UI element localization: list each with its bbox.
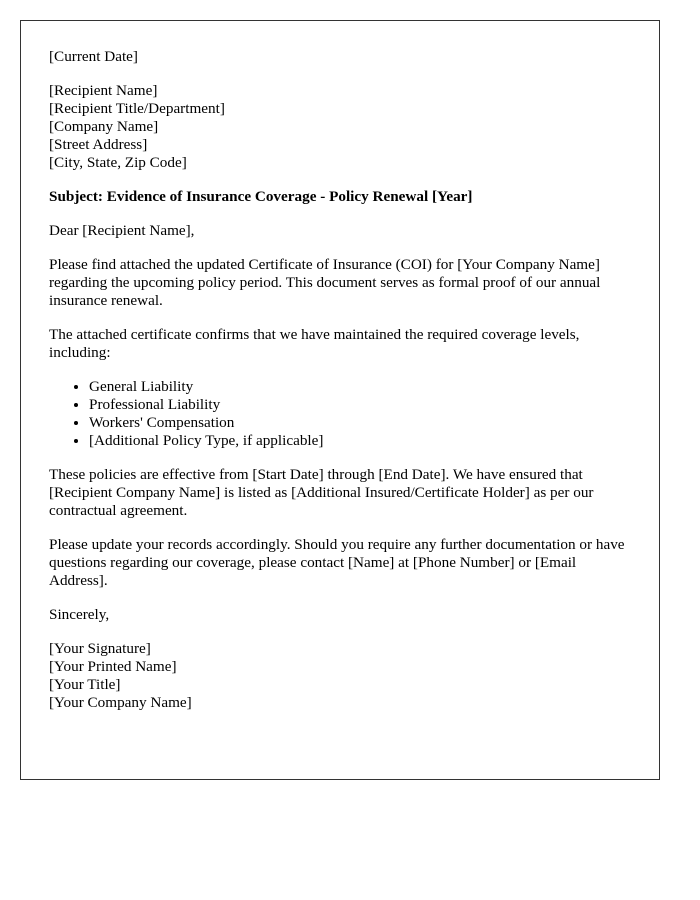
paragraph-intro: Please find attached the updated Certificate of Insurance (COI) for [Your Company Name] regarding the upcoming policy period. This document serves as formal proof of our annual insurance renewal. xyxy=(49,256,601,309)
coverage-item: • General Liability xyxy=(89,378,631,396)
paragraph-coverage-intro: The attached certificate confirms that we have maintained the required coverage levels, including: xyxy=(49,326,580,361)
recipient-street: [Street Address] xyxy=(49,136,148,153)
recipient-address-block xyxy=(49,82,631,172)
printed-name: [Your Printed Name] xyxy=(49,658,177,675)
coverage-item: • [Additional Policy Type, if applicable] xyxy=(89,432,631,450)
signature-line: [Your Signature] xyxy=(49,640,151,657)
coverage-item: • Professional Liability xyxy=(89,396,631,414)
letter-subject: Subject: Evidence of Insurance Coverage - Policy Renewal [Year] xyxy=(49,188,473,205)
letter-closing: Sincerely, xyxy=(49,606,110,623)
letter-page xyxy=(20,20,660,780)
recipient-name: [Recipient Name] xyxy=(49,82,158,99)
letter-date: [Current Date] xyxy=(49,48,138,65)
coverage-list xyxy=(49,378,631,450)
paragraph-effective-dates: These policies are effective from [Start Date] through [End Date]. We have ensured that [Recipient Company Name] is listed as [Additional Insured/Certificate Holder] as per our contractual agreement. xyxy=(49,466,594,519)
sender-company: [Your Company Name] xyxy=(49,694,192,711)
recipient-company: [Company Name] xyxy=(49,118,159,135)
paragraph-contact: Please update your records accordingly. Should you require any further documentation or have questions regarding our coverage, please contact [Name] at [Phone Number] or [Email Address]. xyxy=(49,536,625,589)
sender-title: [Your Title] xyxy=(49,676,121,693)
signature-block xyxy=(49,640,631,712)
recipient-title: [Recipient Title/Department] xyxy=(49,100,225,117)
letter-greeting: Dear [Recipient Name], xyxy=(49,222,195,239)
coverage-item: • Workers' Compensation xyxy=(89,414,631,432)
recipient-city: [City, State, Zip Code] xyxy=(49,154,187,171)
